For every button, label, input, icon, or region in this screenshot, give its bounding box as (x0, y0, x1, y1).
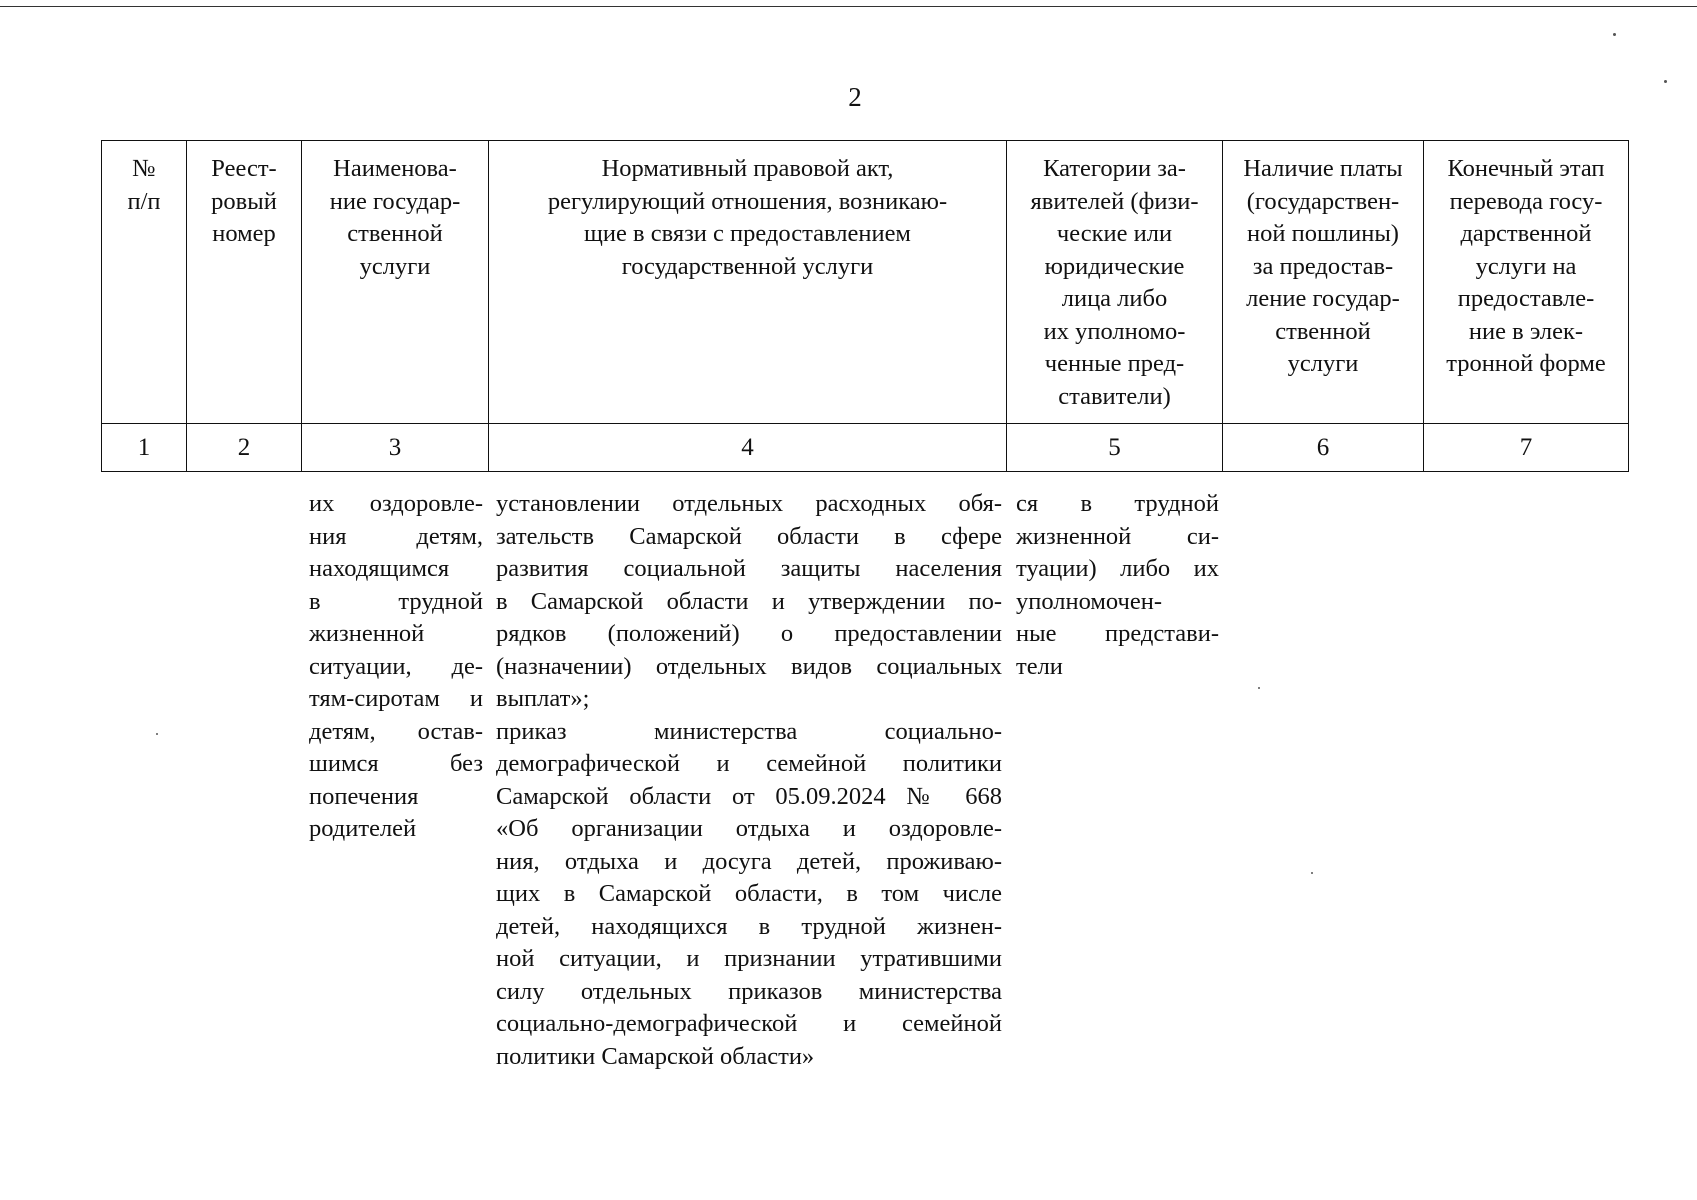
text-line: Самарской области от 05.09.2024 № 668 (496, 782, 1002, 810)
text-line: приказ министерства социально- (496, 717, 1002, 745)
header-line: Наименова- (333, 155, 457, 182)
text-line: их оздоровле- (309, 490, 483, 517)
header-line: услуги (1287, 350, 1359, 377)
page-number: 2 (848, 82, 862, 112)
text-line: родителей (309, 815, 417, 842)
text-line: ситуации, де- (309, 652, 483, 680)
text-line: ной ситуации, и признании утратившими (496, 945, 1002, 972)
header-cell (102, 141, 187, 424)
header-line: их уполномо- (1043, 317, 1186, 345)
table-header-row (102, 141, 1629, 424)
header-line: явителей (физи- (1030, 187, 1199, 215)
text-line: социально-демографической и семейной (496, 1010, 1002, 1037)
header-line: (государствен- (1246, 187, 1400, 215)
header-line: ление государ- (1246, 285, 1400, 312)
text-line: шимся без (309, 750, 483, 777)
header-line: Нормативный правовой акт, (601, 155, 894, 182)
header-line: ственной (1275, 317, 1371, 345)
header-line: перевода госу- (1449, 187, 1603, 215)
header-cell (489, 141, 1007, 424)
column-number-row (102, 424, 1629, 472)
header-line: государственной услуги (621, 252, 874, 280)
text-line: уполномочен- (1016, 587, 1162, 615)
header-line: дарственной (1460, 220, 1592, 247)
text-line: (назначении) отдельных видов социальных (496, 652, 1002, 680)
column-number-cell: 7 (1424, 424, 1629, 472)
column-number-cell: 3 (302, 424, 489, 472)
text-line: жизненной си- (1016, 522, 1219, 550)
header-line: ченные пред- (1044, 350, 1185, 377)
text-line: демографической и семейной политики (496, 750, 1002, 777)
column-number-cell: 2 (187, 424, 302, 472)
header-line: ставители) (1058, 382, 1171, 410)
header-line: Конечный этап (1447, 155, 1605, 182)
text-line: в Самарской области и утверждении по- (496, 587, 1002, 615)
header-line: ной пошлины) (1247, 220, 1399, 247)
services-table-header (101, 140, 1629, 472)
text-line: тели (1016, 652, 1063, 680)
text-line: детей, находящихся в трудной жизнен- (496, 912, 1002, 940)
header-cell (1007, 141, 1223, 424)
text-line: детям, остав- (309, 717, 483, 745)
scan-speck (1311, 872, 1313, 874)
service-name-continuation (309, 488, 483, 846)
text-line: щих в Самарской области, в том числе (496, 880, 1002, 907)
text-line: ные представи- (1016, 620, 1219, 647)
header-line: за предостав- (1252, 252, 1394, 280)
header-line: услуги (359, 252, 431, 280)
column-number-cell: 1 (102, 424, 187, 472)
text-line: «Об организации отдыха и оздоровле- (496, 815, 1002, 842)
scan-speck (1613, 33, 1616, 36)
top-border-line (0, 6, 1697, 7)
header-line: Наличие платы (1243, 155, 1403, 182)
text-line: жизненной (309, 620, 425, 647)
header-line: № (132, 155, 156, 182)
text-line: находящимся (309, 555, 450, 582)
text-line: зательств Самарской области в сфере (496, 522, 1002, 550)
header-line: услуги на (1475, 252, 1577, 280)
header-line: номер (212, 220, 276, 247)
text-line: рядков (положений) о предоставлении (496, 620, 1002, 647)
column-number-cell: 4 (489, 424, 1007, 472)
text-line: выплат»; (496, 685, 590, 712)
legal-act-continuation (496, 488, 1002, 1073)
header-line: юридические (1044, 252, 1185, 280)
header-line: тронной форме (1446, 350, 1606, 377)
scan-speck (1258, 687, 1260, 689)
text-line: ся в трудной (1016, 490, 1219, 517)
text-line: туации) либо их (1016, 555, 1219, 582)
text-line: установлении отдельных расходных обя- (496, 490, 1002, 517)
header-cell (1223, 141, 1424, 424)
header-line: ние государ- (329, 187, 461, 215)
text-line: в трудной (309, 587, 483, 615)
applicant-category-continuation (1016, 488, 1219, 683)
header-line: ровый (211, 187, 277, 215)
header-cell (302, 141, 489, 424)
header-line: ственной (347, 220, 443, 247)
text-line: ния детям, (309, 522, 483, 550)
header-line: лица либо (1061, 285, 1168, 312)
header-cell (187, 141, 302, 424)
header-line: Категории за- (1043, 155, 1186, 182)
header-line: Реест- (211, 155, 277, 182)
text-line: силу отдельных приказов министерства (496, 977, 1002, 1005)
header-line: ние в элек- (1468, 317, 1584, 345)
text-line: попечения (309, 782, 419, 810)
text-line: ния, отдыха и досуга детей, проживаю- (496, 847, 1002, 875)
header-cell (1424, 141, 1629, 424)
header-line: п/п (127, 187, 161, 215)
text-line: политики Самарской области» (496, 1042, 815, 1070)
column-number-cell: 5 (1007, 424, 1223, 472)
scan-speck (156, 733, 158, 735)
header-line: регулирующий отношения, возникаю- (547, 187, 948, 215)
text-line: развития социальной защиты населения (496, 555, 1002, 582)
column-number-cell: 6 (1223, 424, 1424, 472)
scan-speck (1664, 80, 1667, 83)
header-line: предоставле- (1457, 285, 1595, 312)
header-line: ческие или (1056, 220, 1173, 247)
text-line: тям-сиротам и (309, 685, 483, 712)
header-line: щие в связи с предоставлением (584, 220, 911, 247)
